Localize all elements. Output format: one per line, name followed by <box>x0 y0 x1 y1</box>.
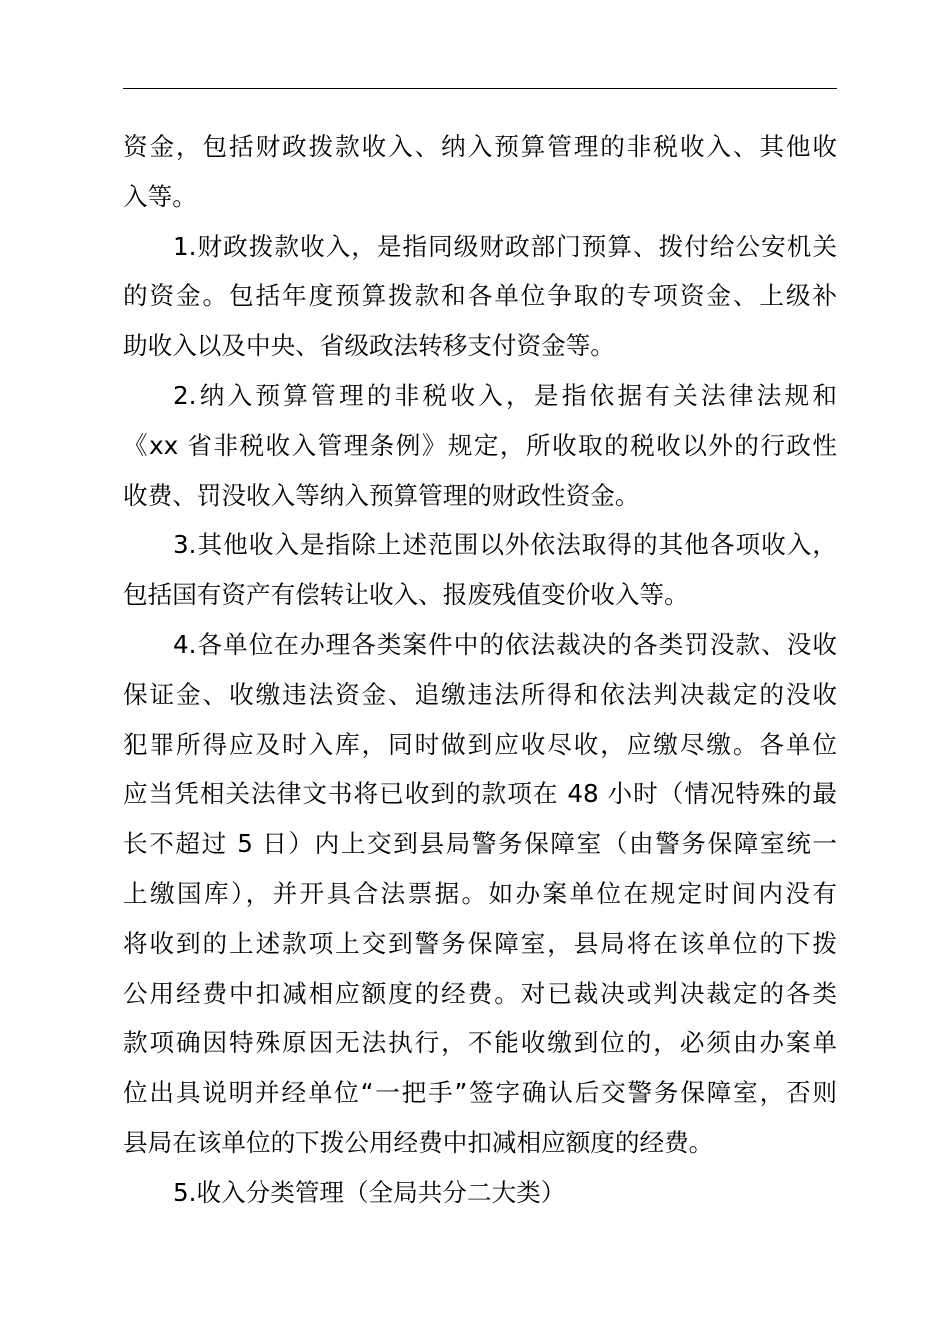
text-line: 资金，包括财政拨款收入、纳入预算管理的非税收入、其他收 <box>123 132 837 161</box>
text-line: 犯罪所得应及时入库，同时做到应收尽收，应缴尽缴。各单位 <box>123 729 837 759</box>
header-rule <box>123 88 837 89</box>
text-line: 3.其他收入是指除上述范围以外依法取得的其他各项收入， <box>173 530 837 560</box>
document-body <box>123 122 837 1218</box>
text-line: 应当凭相关法律文书将已收到的款项在 48 小时（情况特殊的最 <box>123 779 837 809</box>
text-line: 将收到的上述款项上交到警务保障室，县局将在该单位的下拨 <box>123 928 837 958</box>
text-line: 包括国有资产有偿转让收入、报废残值变价收入等。 <box>123 580 689 610</box>
text-line: 1.财政拨款收入，是指同级财政部门预算、拨付给公安机关 <box>173 231 837 261</box>
text-line: 位出具说明并经单位“一把手”签字确认后交警务保障室，否则 <box>123 1078 837 1108</box>
text-line: 入等。 <box>123 181 197 211</box>
text-line: 公用经费中扣减相应额度的经费。对已裁决或判决裁定的各类 <box>123 978 837 1008</box>
text-line: 2.纳入预算管理的非税收入，是指依据有关法律法规和 <box>173 380 837 410</box>
text-line: 《xx 省非税收入管理条例》规定，所收取的税收以外的行政性 <box>123 430 837 460</box>
text-line: 收费、罚没收入等纳入预算管理的财政性资金。 <box>123 480 640 510</box>
text-line: 的资金。包括年度预算拨款和各单位争取的专项资金、上级补 <box>123 281 837 311</box>
text-line: 县局在该单位的下拨公用经费中扣减相应额度的经费。 <box>123 1127 714 1157</box>
text-line: 4.各单位在办理各类案件中的依法裁决的各类罚没款、没收 <box>173 629 837 659</box>
text-line: 助收入以及中央、省级政法转移支付资金等。 <box>123 331 615 361</box>
text-line: 款项确因特殊原因无法执行，不能收缴到位的，必须由办案单 <box>123 1028 837 1058</box>
text-line: 保证金、收缴违法资金、追缴违法所得和依法判决裁定的没收 <box>123 679 837 709</box>
text-line: 长不超过 5 日）内上交到县局警务保障室（由警务保障室统一 <box>123 829 837 859</box>
text-line: 5.收入分类管理（全局共分二大类） <box>173 1177 566 1207</box>
text-line: 上缴国库），并开具合法票据。如办案单位在规定时间内没有 <box>123 878 837 908</box>
